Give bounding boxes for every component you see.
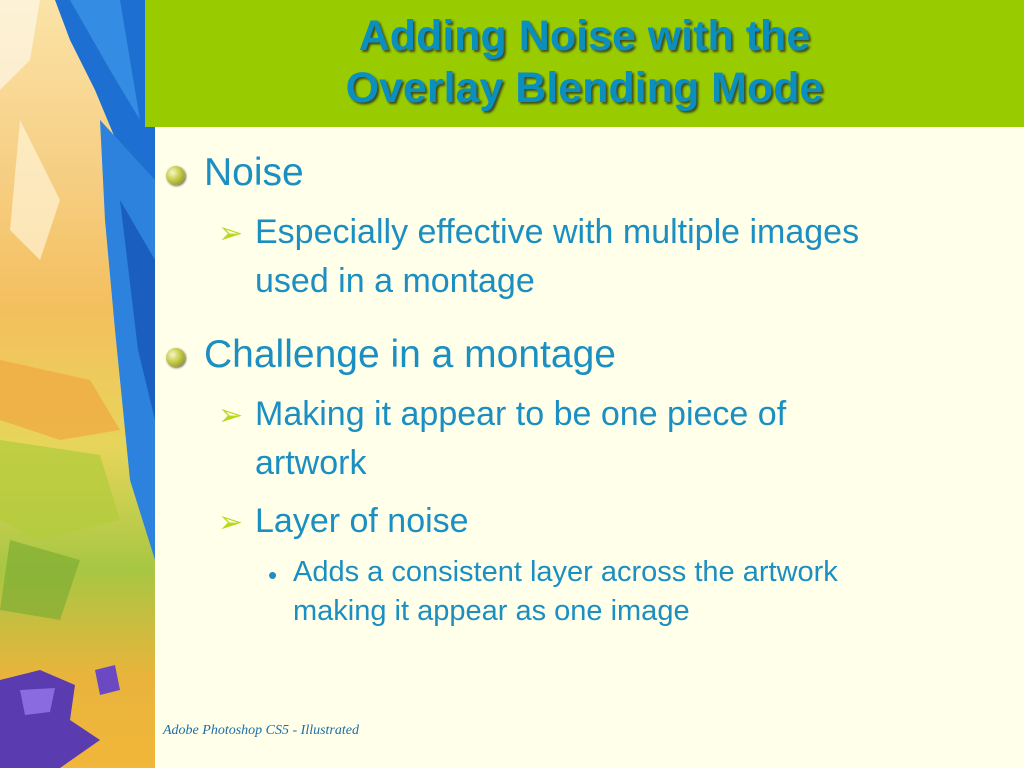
slide-title-line-1: Adding Noise with the <box>358 12 811 60</box>
dot-bullet-icon: • <box>268 560 278 590</box>
round-bullet-icon <box>166 348 185 367</box>
sub-bullet-effective-line-1: Especially effective with multiple images <box>255 213 860 251</box>
arrow-bullet-icon: ➢ <box>218 217 244 250</box>
sub-bullet-making-line-2: artwork <box>255 444 367 482</box>
sub-sub-bullet-adds-line-1: Adds a consistent layer across the artwork <box>293 556 838 588</box>
decorative-artwork <box>0 0 155 768</box>
round-bullet-icon <box>166 166 185 185</box>
bullet-noise: Noise <box>204 151 304 194</box>
sub-bullet-layer-of-noise: Layer of noise <box>255 502 469 540</box>
slide-title <box>145 10 1024 114</box>
arrow-bullet-icon: ➢ <box>218 399 244 432</box>
sub-sub-bullet-adds-line-2: making it appear as one image <box>293 595 690 627</box>
sub-bullet-making-line-1: Making it appear to be one piece of <box>255 395 787 433</box>
slide-title-line-2: Overlay Blending Mode <box>345 64 824 112</box>
sub-bullet-effective-line-2: used in a montage <box>255 262 535 300</box>
bullet-challenge: Challenge in a montage <box>204 333 616 376</box>
arrow-bullet-icon: ➢ <box>218 506 244 539</box>
footer-text: Adobe Photoshop CS5 - Illustrated <box>163 723 359 738</box>
